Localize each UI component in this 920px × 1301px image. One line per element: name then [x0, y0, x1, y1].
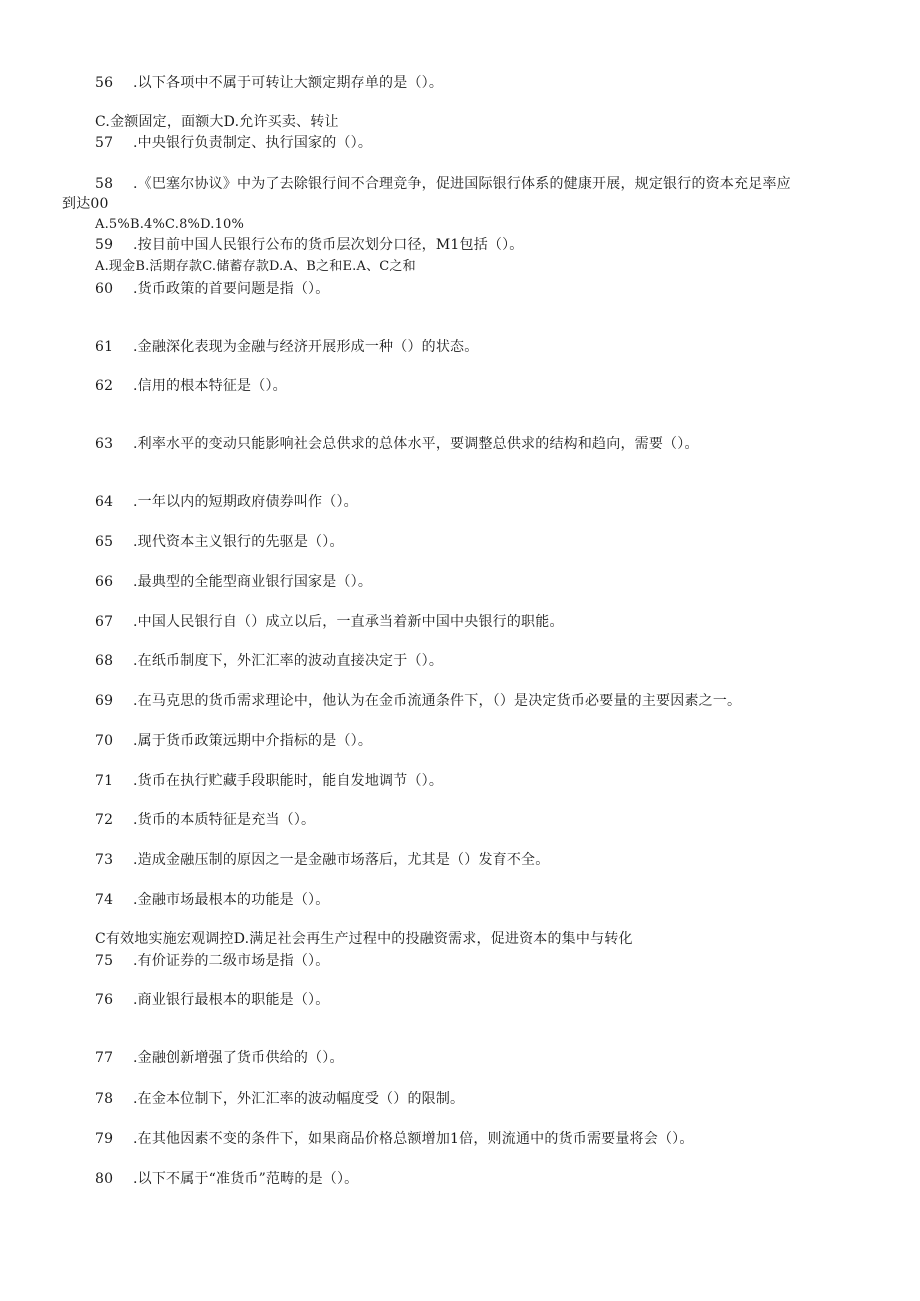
question-63 — [95, 436, 699, 452]
question-number: 62 — [95, 378, 114, 394]
question-78 — [95, 1091, 464, 1107]
question-number: 76 — [95, 992, 114, 1008]
question-text: .利率水平的变动只能影响社会总供求的总体水平，要调整总供求的结构和趋向，需要（）。 — [133, 436, 699, 452]
question-text: .《巴塞尔协议》中为了去除银行间不合理竞争，促进国际银行体系的健康开展，规定银行的资本充足率应 — [133, 176, 791, 192]
question-71 — [95, 773, 443, 789]
question-text: .现代资本主义银行的先驱是（）。 — [133, 534, 344, 550]
question-number: 77 — [95, 1050, 114, 1066]
option-line — [95, 114, 339, 130]
question-59 — [95, 237, 524, 253]
question-74 — [95, 892, 329, 908]
option-line — [95, 217, 244, 233]
question-66 — [95, 574, 372, 590]
option-text: A.5%B.4%C.8%D.10% — [95, 217, 245, 232]
question-57 — [95, 135, 372, 151]
question-number: 60 — [95, 281, 114, 297]
question-number: 61 — [95, 339, 114, 355]
question-69 — [95, 693, 741, 709]
question-text: .最典型的全能型商业银行国家是（）。 — [133, 574, 373, 590]
question-text: .商业银行最根本的职能是（）。 — [133, 992, 330, 1008]
question-number: 66 — [95, 574, 114, 590]
question-60 — [95, 281, 329, 297]
question-75 — [95, 953, 329, 969]
question-text: .造成金融压制的原因之一是金融市场落后，尤其是（）发育不全。 — [133, 852, 550, 868]
question-text: .金融创新增强了货币供给的（）。 — [133, 1050, 344, 1066]
question-number: 70 — [95, 733, 114, 749]
question-number: 67 — [95, 614, 114, 630]
question-text: .有价证券的二级市场是指（）。 — [133, 953, 330, 969]
question-number: 74 — [95, 892, 114, 908]
question-64 — [95, 494, 358, 510]
question-text: .货币的本质特征是充当（）。 — [133, 812, 316, 828]
option-text: C.金额固定，面额大D.允许买卖、转让 — [95, 114, 339, 130]
question-text: .货币在执行贮藏手段职能时，能自发地调节（）。 — [133, 773, 444, 789]
question-number: 79 — [95, 1131, 114, 1147]
question-67 — [95, 614, 564, 630]
question-number: 59 — [95, 237, 114, 253]
question-58-continued — [62, 196, 109, 212]
question-68 — [95, 653, 443, 669]
question-56 — [95, 75, 443, 91]
question-number: 72 — [95, 812, 114, 828]
question-number: 57 — [95, 135, 114, 151]
question-text: .中国人民银行自（）成立以后，一直承当着新中国中央银行的职能。 — [133, 614, 564, 630]
question-73 — [95, 852, 549, 868]
option-text: A.现金B.活期存款C.储蓄存款D.A、B之和E.A、C之和 — [95, 259, 416, 274]
question-text: .金融市场最根本的功能是（）。 — [133, 892, 330, 908]
option-line — [95, 931, 633, 947]
question-number: 56 — [95, 75, 114, 91]
question-number: 75 — [95, 953, 114, 969]
question-number: 71 — [95, 773, 114, 789]
question-61 — [95, 339, 478, 355]
question-76 — [95, 992, 329, 1008]
question-text: .以下各项中不属于可转让大额定期存单的是（）。 — [133, 75, 444, 91]
question-65 — [95, 534, 344, 550]
question-number: 65 — [95, 534, 114, 550]
question-80 — [95, 1171, 358, 1187]
option-text: C有效地实施宏观调控D.满足社会再生产过程中的投融资需求，促进资本的集中与转化 — [95, 931, 633, 947]
question-number: 63 — [95, 436, 114, 452]
question-number: 73 — [95, 852, 114, 868]
question-text: .在纸币制度下，外汇汇率的波动直接决定于（）。 — [133, 653, 444, 669]
question-number: 78 — [95, 1091, 114, 1107]
question-text: .按目前中国人民银行公布的货币层次划分口径，M1包括（）。 — [133, 237, 524, 253]
question-text: .中央银行负责制定、执行国家的（）。 — [133, 135, 373, 151]
question-77 — [95, 1050, 344, 1066]
question-text: .信用的根本特征是（）。 — [133, 378, 287, 394]
question-number: 68 — [95, 653, 114, 669]
question-62 — [95, 378, 287, 394]
option-line — [95, 259, 416, 275]
question-text: 到达00 — [62, 196, 109, 212]
question-number: 69 — [95, 693, 114, 709]
question-58 — [95, 176, 791, 192]
question-text: .在马克思的货币需求理论中，他认为在金币流通条件下，（）是决定货币必要量的主要因素之一。 — [133, 693, 742, 709]
question-number: 64 — [95, 494, 114, 510]
question-text: .以下不属于“准货币”范畴的是（）。 — [133, 1171, 359, 1187]
question-text: .属于货币政策远期中介指标的是（）。 — [133, 733, 373, 749]
question-72 — [95, 812, 315, 828]
question-text: .一年以内的短期政府债券叫作（）。 — [133, 494, 358, 510]
question-number: 80 — [95, 1171, 114, 1187]
question-70 — [95, 733, 372, 749]
question-text: .货币政策的首要问题是指（）。 — [133, 281, 330, 297]
question-text: .金融深化表现为金融与经济开展形成一种（）的状态。 — [133, 339, 479, 355]
question-number: 58 — [95, 176, 114, 192]
question-79 — [95, 1131, 694, 1147]
question-text: .在其他因素不变的条件下，如果商品价格总额增加1倍，则流通中的货币需要量将会（）。 — [133, 1131, 694, 1147]
question-text: .在金本位制下，外汇汇率的波动幅度受（）的限制。 — [133, 1091, 465, 1107]
